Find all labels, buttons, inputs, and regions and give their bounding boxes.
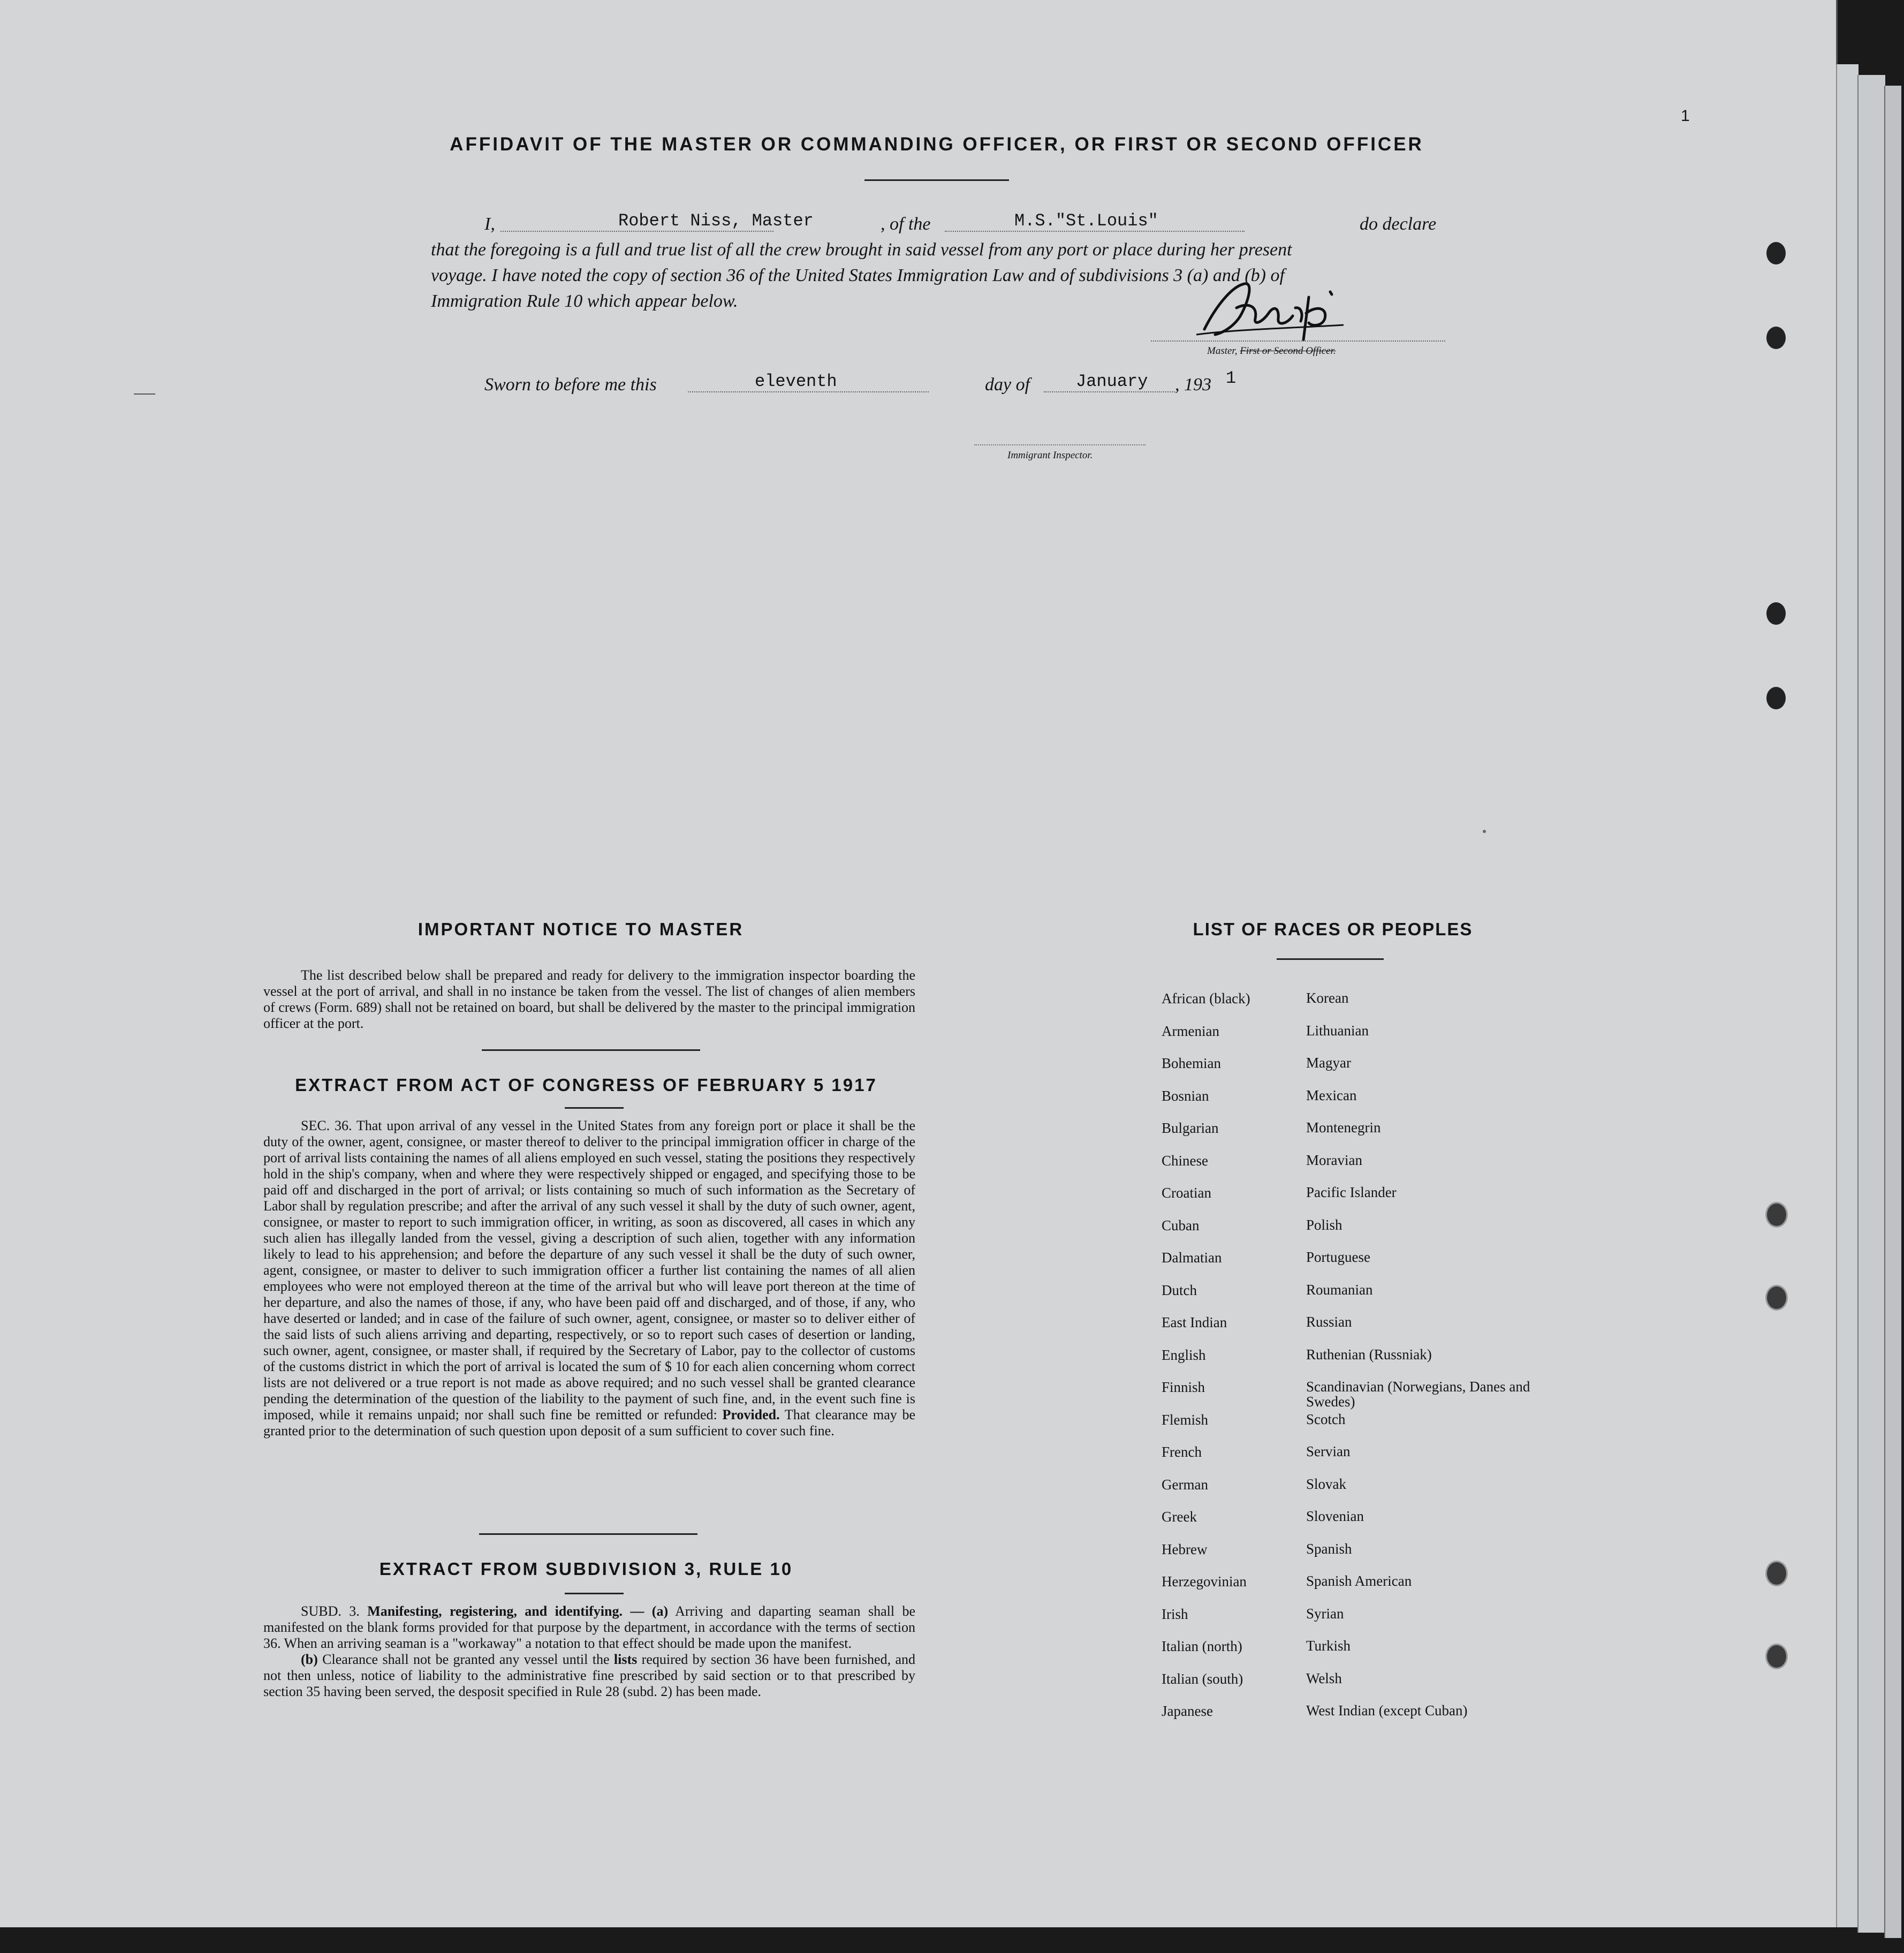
binding-hole xyxy=(1766,327,1786,349)
master-signature xyxy=(1194,276,1349,345)
race-item: Greek xyxy=(1162,1509,1197,1525)
races-list xyxy=(1162,990,1536,1736)
race-item: Lithuanian xyxy=(1306,1022,1369,1039)
of-the-label: , of the xyxy=(881,214,931,234)
race-row xyxy=(1162,1379,1536,1412)
race-item: Irish xyxy=(1162,1606,1188,1622)
race-item: Magyar xyxy=(1306,1055,1351,1071)
sworn-month: January xyxy=(1076,372,1148,391)
year-prefix: , 193 xyxy=(1175,375,1211,395)
rule10-text xyxy=(263,1603,915,1700)
race-item: German xyxy=(1162,1476,1208,1493)
race-item: Bosnian xyxy=(1162,1087,1209,1104)
page-edge xyxy=(1836,64,1859,1927)
race-row xyxy=(1162,1250,1536,1282)
race-item: Polish xyxy=(1306,1216,1342,1233)
race-item: Mexican xyxy=(1306,1087,1357,1103)
race-item: Herzegovinian xyxy=(1162,1573,1247,1589)
subd-b-label: (b) xyxy=(301,1652,318,1667)
inspector-line xyxy=(974,444,1146,445)
margin-tick xyxy=(134,393,155,395)
act-rule xyxy=(479,1533,697,1535)
binding-hole xyxy=(1765,1285,1788,1311)
race-item: Dutch xyxy=(1162,1282,1197,1298)
subd-b-text-1: Clearance shall not be granted any vessel until the xyxy=(322,1652,610,1667)
master-name: Robert Niss, Master xyxy=(618,211,814,231)
race-row xyxy=(1162,1153,1536,1185)
race-item: Scandinavian (Norwegians, Danes and Swedes) xyxy=(1306,1379,1530,1410)
race-row xyxy=(1162,1088,1536,1121)
race-item: Dalmatian xyxy=(1162,1250,1222,1266)
race-item: Slovak xyxy=(1306,1475,1347,1492)
race-item: Russian xyxy=(1306,1314,1352,1330)
race-item: Croatian xyxy=(1162,1185,1211,1201)
race-row xyxy=(1162,1217,1536,1250)
race-item: Roumanian xyxy=(1306,1281,1373,1298)
races-rule xyxy=(1277,958,1384,960)
subd-label: SUBD. 3. xyxy=(301,1603,360,1619)
race-row xyxy=(1162,1444,1536,1477)
race-item: Syrian xyxy=(1306,1605,1344,1622)
act-title-rule xyxy=(565,1107,624,1109)
race-row xyxy=(1162,1282,1536,1315)
race-row xyxy=(1162,1314,1536,1347)
bleed-through-heading xyxy=(353,123,363,149)
race-item: Bulgarian xyxy=(1162,1120,1219,1136)
rule10-title: EXTRACT FROM SUBDIVISION 3, RULE 10 xyxy=(379,1559,793,1579)
notice-rule xyxy=(482,1049,700,1051)
page-mark: 1 xyxy=(1681,107,1690,125)
signature-line xyxy=(1151,340,1445,342)
race-item: Japanese xyxy=(1162,1703,1213,1719)
inspector-caption: Immigrant Inspector. xyxy=(1007,450,1093,461)
sworn-day: eleventh xyxy=(755,372,837,391)
race-item: Chinese xyxy=(1162,1152,1208,1169)
signature-caption xyxy=(1207,345,1336,357)
race-row xyxy=(1162,1671,1536,1704)
race-row xyxy=(1162,1703,1536,1736)
race-row xyxy=(1162,1412,1536,1444)
race-row xyxy=(1162,1120,1536,1153)
race-item: East Indian xyxy=(1162,1314,1227,1330)
race-item: Armenian xyxy=(1162,1023,1219,1039)
binding-hole xyxy=(1766,242,1786,264)
page-edge xyxy=(1857,75,1885,1933)
race-row xyxy=(1162,1541,1536,1574)
race-item: Pacific Islander xyxy=(1306,1184,1397,1200)
race-row xyxy=(1162,1477,1536,1509)
subd-a-text: Arriving and daparting seaman shall be manifested on the blank forms provided for that purpose by the department, in accordance with the terms of section 36. When an arriving seaman is a "workaway" a notation to that effect should be made upon the manifest. xyxy=(263,1603,916,1651)
race-item: Scotch xyxy=(1306,1411,1346,1427)
race-item: Slovenian xyxy=(1306,1508,1364,1524)
act-text xyxy=(263,1118,915,1439)
race-item: French xyxy=(1162,1444,1202,1460)
day-of-label: day of xyxy=(985,375,1030,395)
sworn-line xyxy=(484,368,1341,399)
race-item: Ruthenian (Russniak) xyxy=(1306,1346,1432,1362)
race-item: Italian (south) xyxy=(1162,1670,1243,1687)
stray-mark xyxy=(1483,830,1486,833)
sworn-label: Sworn to before me this xyxy=(484,375,657,395)
year-suffix: 1 xyxy=(1226,368,1237,388)
race-item: Hebrew xyxy=(1162,1541,1208,1557)
race-item: West Indian (except Cuban) xyxy=(1306,1702,1468,1719)
act-body-tail: That clearance may be granted prior to the determination of such question upon deposit of a sum sufficient to cover such fine. xyxy=(263,1407,916,1439)
act-provided-label: Provided. xyxy=(722,1407,780,1422)
race-item: Bohemian xyxy=(1162,1055,1221,1071)
subd-b-text-2: required by section 36 have been furnished, and not then unless, notice of liability to the administrative fine prescribed by said section or to that prescribed by section 35 having been served, the desposit specified in Rule 28 (subd. 2) has been made. xyxy=(263,1652,916,1699)
race-item: Moravian xyxy=(1306,1152,1362,1168)
race-item: Cuban xyxy=(1162,1217,1200,1233)
race-item: English xyxy=(1162,1346,1206,1363)
caption-master: Master, xyxy=(1207,345,1238,357)
act-title: EXTRACT FROM ACT OF CONGRESS OF FEBRUARY 5 1917 xyxy=(295,1075,877,1095)
races-title: LIST OF RACES OR PEOPLES xyxy=(1193,919,1473,939)
race-item: Flemish xyxy=(1162,1411,1209,1428)
race-item: Turkish xyxy=(1306,1638,1351,1654)
affidavit-title: AFFIDAVIT OF THE MASTER OR COMMANDING OFFICER, OR FIRST OR SECOND OFFICER xyxy=(450,134,1424,155)
subd-b-lists: lists xyxy=(613,1652,638,1667)
subd-a-label: — (a) xyxy=(630,1603,669,1619)
race-item: Portuguese xyxy=(1306,1249,1370,1265)
race-row xyxy=(1162,990,1536,1023)
race-row xyxy=(1162,1638,1536,1671)
race-row xyxy=(1162,1509,1536,1541)
race-row xyxy=(1162,1347,1536,1380)
race-row xyxy=(1162,1573,1536,1606)
act-body: SEC. 36. That upon arrival of any vessel in the United States from any foreign port or place it shall be the duty of the owner, agent, consignee, or master thereof to deliver to the principal immigration officer in charge of the port of arrival lists containing the names of all aliens employed en such vessel, stating the positions they respectively hold in the ship's company, when and where they were respectively shipped or engaged, and specifying those to be paid off and discharged in the port of arrival; or lists containing so much of such information as the Secretary of Labor shall by regulation prescribe; and after the arrival of any such vessel it shall by the duty of such owner, agent, consignee, or master to report to such immigration officer, in writing, as soon as discovered, all cases in which any such alien has illegally landed from the vessel, giving a description of such alien, together with any information likely to lead to his apprehension; and before the departure of any such vessel it shall be the duty of such owner, agent, consignee, or master to deliver to such immigration officer a further list containing the names of all alien employees who were not employed thereon at the time of the arrival but who will leave port thereon at the time of her departure, and also the names of those, if any, who have been paid off and discharged, and of those, if any, who have deserted or landed; and in case of the failure of such owner, agent, consignee, or master so to deliver either of the said lists of such aliens arriving and departing, respectively, or so to report such cases of desertion or landing, such owner, agent, consignee, or master shall, if required by the Secretary of Labor, pay to the collector of customs of the customs district in which the port of arrival is located the sum of $ 10 for each alien concerning whom correct lists are not delivered or a true report is not made as above required; and no such vessel shall be granted clearance pending the determination of the question of the liability to the payment of such fine, and, in the event such fine is imposed, while it remains unpaid; nor shall such fine be remitted or refunded: xyxy=(263,1118,915,1422)
declaration-line-1: that the foregoing is a full and true list of all the crew brought in said vessel from any port or place during her present xyxy=(431,240,1292,260)
pronoun: I, xyxy=(484,214,495,234)
race-item: Welsh xyxy=(1306,1670,1342,1686)
page-edge xyxy=(1884,86,1901,1938)
race-item: Servian xyxy=(1306,1443,1351,1459)
subd-a-paragraph xyxy=(263,1603,915,1652)
race-item: Spanish American xyxy=(1306,1573,1412,1589)
binding-hole xyxy=(1765,1202,1788,1228)
do-declare-label: do declare xyxy=(1360,214,1437,234)
race-row xyxy=(1162,1185,1536,1217)
race-item: Korean xyxy=(1306,990,1349,1006)
declaration-line-2: voyage. I have noted the copy of section 36 of the United States Immigration Law and of subdivisions 3 (a) and (b) of xyxy=(431,266,1285,285)
binding-hole xyxy=(1766,687,1786,709)
caption-struck-officer: First or Second Officer. xyxy=(1240,345,1336,357)
vessel-name: M.S."St.Louis" xyxy=(1014,211,1158,231)
race-item: Italian (north) xyxy=(1162,1638,1242,1654)
rule10-title-rule xyxy=(565,1593,624,1594)
race-item: Finnish xyxy=(1162,1379,1205,1395)
race-row xyxy=(1162,1606,1536,1639)
race-row xyxy=(1162,1023,1536,1056)
binding-hole xyxy=(1765,1561,1788,1586)
binding-hole xyxy=(1765,1644,1788,1669)
binding-hole xyxy=(1766,602,1786,625)
race-item: African (black) xyxy=(1162,990,1250,1006)
subd-b-paragraph xyxy=(263,1652,915,1700)
race-row xyxy=(1162,1055,1536,1088)
notice-title: IMPORTANT NOTICE TO MASTER xyxy=(418,919,744,939)
declaration-line-3: Immigration Rule 10 which appear below. xyxy=(431,291,738,311)
title-rule xyxy=(864,179,1009,181)
race-item: Montenegrin xyxy=(1306,1119,1381,1136)
subd-heading: Manifesting, registering, and identifying. xyxy=(367,1603,623,1619)
race-item: Spanish xyxy=(1306,1540,1352,1557)
notice-text: The list described below shall be prepared and ready for delivery to the immigration inspector boarding the vessel at the port of arrival, and shall in no instance be taken from the vessel. The list of changes of alien members of crews (Form. 689) shall not be retained on board, but shall be delivered by the master to the principal immigration officer at the port. xyxy=(263,967,915,1031)
